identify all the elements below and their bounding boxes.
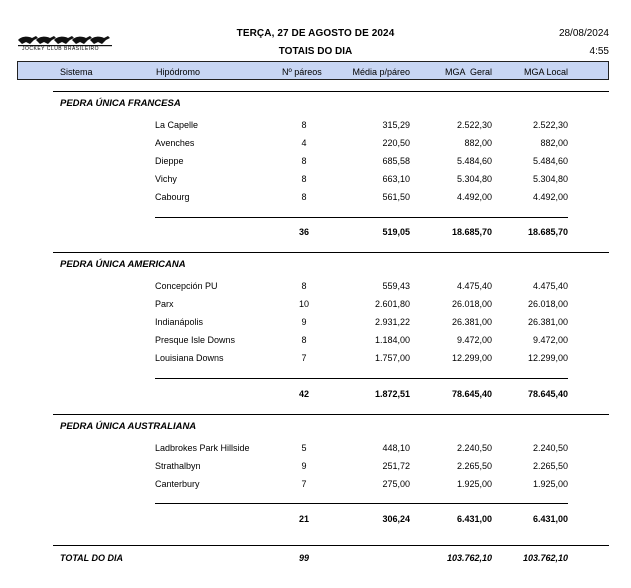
row-hipodromo: Ladbrokes Park Hillside — [155, 443, 250, 453]
row-mga-local: 4.475,40 — [532, 281, 568, 291]
row-mga-geral: 12.299,00 — [451, 353, 492, 363]
row-mga-geral: 26.381,00 — [451, 317, 492, 327]
row-hipodromo: Presque Isle Downs — [155, 335, 236, 345]
row-pareos: 8 — [301, 281, 307, 291]
grand-total-mga-local: 103.762,10 — [522, 553, 568, 563]
subtotal-mga-geral: 78.645,40 — [451, 389, 492, 399]
column-header-mga-geral: MGA Geral — [444, 67, 492, 77]
row-mga-local: 2.240,50 — [532, 443, 568, 453]
row-mga-geral: 5.484,60 — [456, 156, 492, 166]
row-mga-local: 4.492,00 — [532, 192, 568, 202]
row-pareos: 9 — [301, 317, 307, 327]
row-media: 561,50 — [382, 192, 410, 202]
row-hipodromo: Strathalbyn — [155, 461, 201, 471]
row-mga-geral: 882,00 — [464, 138, 492, 148]
row-mga-geral: 2.522,30 — [456, 120, 492, 130]
subtotal-pareos: 42 — [298, 389, 309, 399]
row-media: 275,00 — [382, 479, 410, 489]
section-divider — [53, 252, 609, 253]
section-divider — [53, 414, 609, 415]
row-hipodromo: Parx — [155, 299, 174, 309]
row-media: 1.184,00 — [374, 335, 410, 345]
subtotal-divider — [155, 378, 568, 379]
row-hipodromo: Dieppe — [155, 156, 184, 166]
row-pareos: 8 — [301, 335, 307, 345]
row-pareos: 8 — [301, 174, 307, 184]
subtotal-mga-local: 6.431,00 — [532, 514, 568, 524]
column-header-mga-local: MGA Local — [523, 67, 568, 77]
subtotal-mga-local: 18.685,70 — [527, 227, 568, 237]
row-media: 448,10 — [382, 443, 410, 453]
row-media: 220,50 — [382, 138, 410, 148]
column-header-media: Média p/páreo — [352, 67, 410, 77]
column-header-pareos: Nº páreos — [282, 67, 322, 77]
subtotal-media: 519,05 — [382, 227, 410, 237]
subtotal-divider — [155, 217, 568, 218]
row-mga-local: 2.522,30 — [532, 120, 568, 130]
section-title: PEDRA ÚNICA FRANCESA — [60, 98, 181, 109]
row-media: 2.601,80 — [374, 299, 410, 309]
subtotal-mga-geral: 18.685,70 — [451, 227, 492, 237]
row-hipodromo: Concepción PU — [155, 281, 218, 291]
row-media: 559,43 — [382, 281, 410, 291]
row-mga-local: 12.299,00 — [527, 353, 568, 363]
page-subtitle: TOTAIS DO DIA — [278, 46, 353, 57]
row-hipodromo: Louisiana Downs — [155, 353, 224, 363]
page-title: TERÇA, 27 DE AGOSTO DE 2024 — [236, 28, 395, 39]
section-title: PEDRA ÚNICA AMERICANA — [60, 259, 186, 270]
grand-total-mga-geral: 103.762,10 — [446, 553, 492, 563]
row-hipodromo: Indianápolis — [155, 317, 204, 327]
row-hipodromo: Avenches — [155, 138, 195, 148]
row-mga-geral: 26.018,00 — [451, 299, 492, 309]
row-media: 685,58 — [382, 156, 410, 166]
row-hipodromo: Cabourg — [155, 192, 190, 202]
subtotal-media: 306,24 — [382, 514, 410, 524]
row-mga-geral: 2.265,50 — [456, 461, 492, 471]
row-hipodromo: Vichy — [155, 174, 177, 184]
grand-total-pareos: 99 — [298, 553, 309, 563]
row-mga-local: 5.304,80 — [532, 174, 568, 184]
row-media: 315,29 — [382, 120, 410, 130]
row-mga-geral: 4.475,40 — [456, 281, 492, 291]
row-pareos: 10 — [298, 299, 309, 309]
subtotal-mga-geral: 6.431,00 — [456, 514, 492, 524]
row-hipodromo: Canterbury — [155, 479, 200, 489]
report-date: 28/08/2024 — [558, 28, 609, 39]
subtotal-media: 1.872,51 — [374, 389, 410, 399]
grand-total-label: TOTAL DO DIA — [60, 553, 123, 563]
report-time: 4:55 — [589, 46, 609, 57]
row-mga-local: 1.925,00 — [532, 479, 568, 489]
row-media: 1.757,00 — [374, 353, 410, 363]
row-mga-geral: 4.492,00 — [456, 192, 492, 202]
row-pareos: 5 — [301, 443, 307, 453]
row-mga-geral: 1.925,00 — [456, 479, 492, 489]
subtotal-pareos: 21 — [298, 514, 309, 524]
column-header-sistema: Sistema — [60, 67, 93, 77]
row-mga-local: 5.484,60 — [532, 156, 568, 166]
logo-text: JOCKEY CLUB BRASILEIRO — [22, 46, 100, 52]
section-divider — [53, 91, 609, 92]
row-mga-local: 2.265,50 — [532, 461, 568, 471]
row-pareos: 7 — [301, 479, 307, 489]
row-pareos: 8 — [301, 156, 307, 166]
row-media: 251,72 — [382, 461, 410, 471]
row-media: 663,10 — [382, 174, 410, 184]
column-header-hipodromo: Hipódromo — [156, 67, 201, 77]
row-pareos: 8 — [301, 120, 307, 130]
row-mga-local: 26.018,00 — [527, 299, 568, 309]
subtotal-mga-local: 78.645,40 — [527, 389, 568, 399]
row-pareos: 9 — [301, 461, 307, 471]
row-pareos: 4 — [301, 138, 307, 148]
subtotal-pareos: 36 — [298, 227, 309, 237]
grand-total-divider — [53, 545, 609, 546]
subtotal-divider — [155, 503, 568, 504]
row-media: 2.931,22 — [374, 317, 410, 327]
row-mga-local: 9.472,00 — [532, 335, 568, 345]
section-title: PEDRA ÚNICA AUSTRALIANA — [60, 421, 197, 432]
row-mga-geral: 5.304,80 — [456, 174, 492, 184]
row-mga-local: 26.381,00 — [527, 317, 568, 327]
row-mga-local: 882,00 — [540, 138, 568, 148]
row-pareos: 8 — [301, 192, 307, 202]
row-mga-geral: 2.240,50 — [456, 443, 492, 453]
row-pareos: 7 — [301, 353, 307, 363]
row-hipodromo: La Capelle — [155, 120, 199, 130]
row-mga-geral: 9.472,00 — [456, 335, 492, 345]
